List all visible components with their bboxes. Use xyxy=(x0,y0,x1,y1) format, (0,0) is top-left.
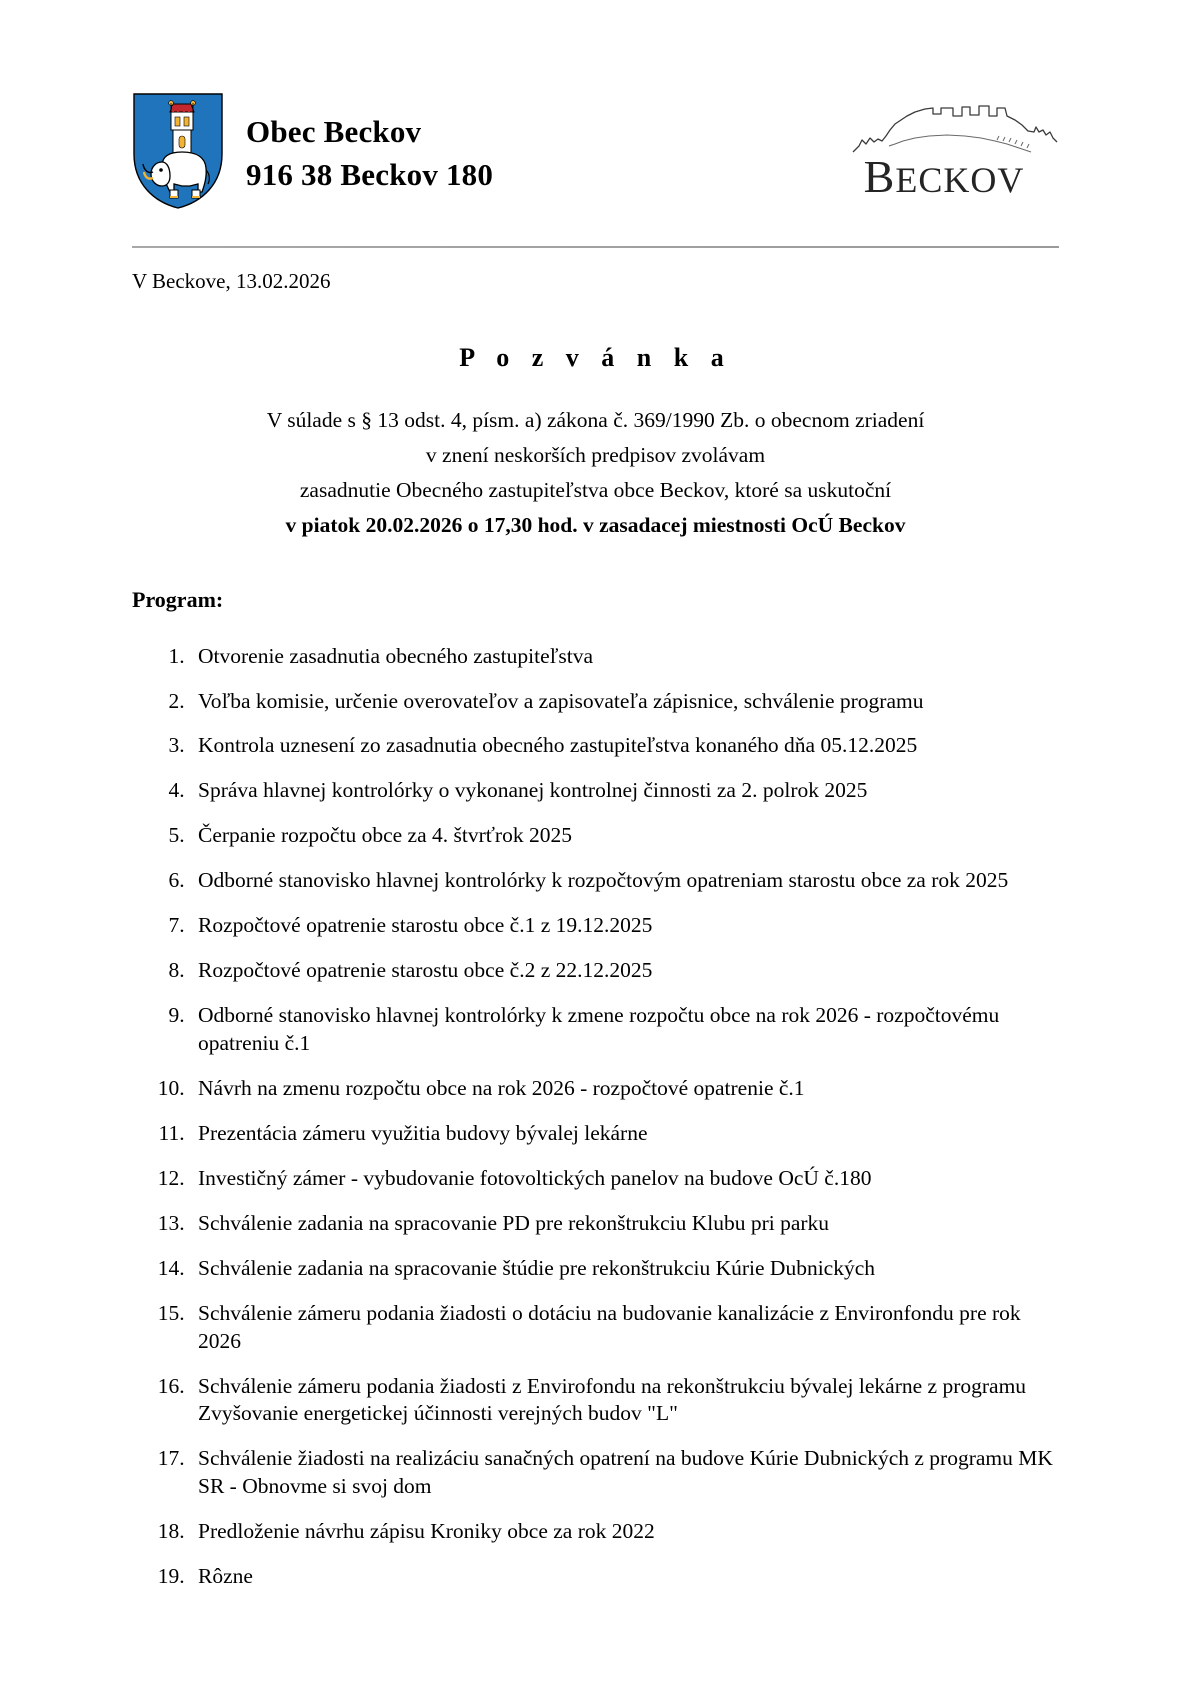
list-item: 4. Správa hlavnej kontrolórky o vykonanej kontrolnej činnosti za 2. polrok 2025 xyxy=(190,777,1059,805)
list-item: 16. Schválenie zámeru podania žiadosti z Envirofondu na rekonštrukciu bývalej lekárne z programu Zvyšovanie energetickej účinnosti verejných budov "L" xyxy=(190,1373,1059,1429)
intro-paragraph xyxy=(132,403,1059,542)
list-item: 10. Návrh na zmenu rozpočtu obce na rok 2026 - rozpočtové opatrenie č.1 xyxy=(190,1075,1059,1103)
intro-line-2: v znení neskorších predpisov zvolávam xyxy=(425,443,766,468)
list-item: 17. Schválenie žiadosti na realizáciu sanačných opatrení na budove Kúrie Dubnických z programu MK SR - Obnovme si svoj dom xyxy=(190,1445,1059,1501)
list-item: 5. Čerpanie rozpočtu obce za 4. štvrťrok 2025 xyxy=(190,822,1059,850)
list-item: 13. Schválenie zadania na spracovanie PD pre rekonštrukciu Klubu pri parku xyxy=(190,1210,1059,1238)
list-item: 8. Rozpočtové opatrenie starostu obce č.2 z 22.12.2025 xyxy=(190,957,1059,985)
intro-line-1: V súlade s § 13 odst. 4, písm. a) zákona č. 369/1990 Zb. o obecnom zriadení xyxy=(266,408,925,433)
beckov-wordmark-text: BECKOV xyxy=(863,151,1025,198)
list-item: 15. Schválenie zámeru podania žiadosti o dotáciu na budovanie kanalizácie z Environfondu pre rok 2026 xyxy=(190,1300,1059,1356)
list-item: 9. Odborné stanovisko hlavnej kontrolórky k zmene rozpočtu obce na rok 2026 - rozpočtovému opatreniu č.1 xyxy=(190,1002,1059,1058)
list-item: 19. Rôzne xyxy=(190,1563,1059,1591)
intro-line-3: zasadnutie Obecného zastupiteľstva obce Beckov, ktoré sa uskutoční xyxy=(299,477,892,502)
list-item: 3. Kontrola uznesení zo zasadnutia obecného zastupiteľstva konaného dňa 05.12.2025 xyxy=(190,732,1059,760)
org-address: 916 38 Beckov 180 xyxy=(246,157,494,192)
letterhead-right xyxy=(829,92,1059,198)
letterhead xyxy=(132,0,1059,228)
meeting-datetime-line: v piatok 20.02.2026 o 17,30 hod. v zasadacej miestnosti OcÚ Beckov xyxy=(285,512,906,537)
list-item: 14. Schválenie zadania na spracovanie štúdie pre rekonštrukciu Kúrie Dubnických xyxy=(190,1255,1059,1283)
list-item: 6. Odborné stanovisko hlavnej kontrolórky k rozpočtovým opatreniam starostu obce za rok 2025 xyxy=(190,867,1059,895)
list-item: 2. Voľba komisie, určenie overovateľov a zapisovateľa zápisnice, schválenie programu xyxy=(190,688,1059,716)
beckov-castle-logo-icon xyxy=(829,94,1059,198)
agenda-list xyxy=(132,643,1059,1592)
program-heading: Program: xyxy=(132,586,224,612)
org-identity xyxy=(246,111,493,192)
coat-of-arms-icon xyxy=(132,92,224,210)
header-divider xyxy=(132,246,1059,248)
list-item: 18. Predloženie návrhu zápisu Kroniky obce za rok 2022 xyxy=(190,1518,1059,1546)
list-item: 7. Rozpočtové opatrenie starostu obce č.1 z 19.12.2025 xyxy=(190,912,1059,940)
letterhead-left xyxy=(132,92,493,210)
date-place-line: V Beckove, 13.02.2026 xyxy=(132,269,331,293)
page-title: P o z v á n k a xyxy=(459,343,732,373)
list-item: 1. Otvorenie zasadnutia obecného zastupiteľstva xyxy=(190,643,1059,671)
list-item: 11. Prezentácia zámeru využitia budovy bývalej lekárne xyxy=(190,1120,1059,1148)
org-name: Obec Beckov xyxy=(246,113,422,149)
list-item: 12. Investičný zámer - vybudovanie fotovoltických panelov na budove OcÚ č.180 xyxy=(190,1165,1059,1193)
